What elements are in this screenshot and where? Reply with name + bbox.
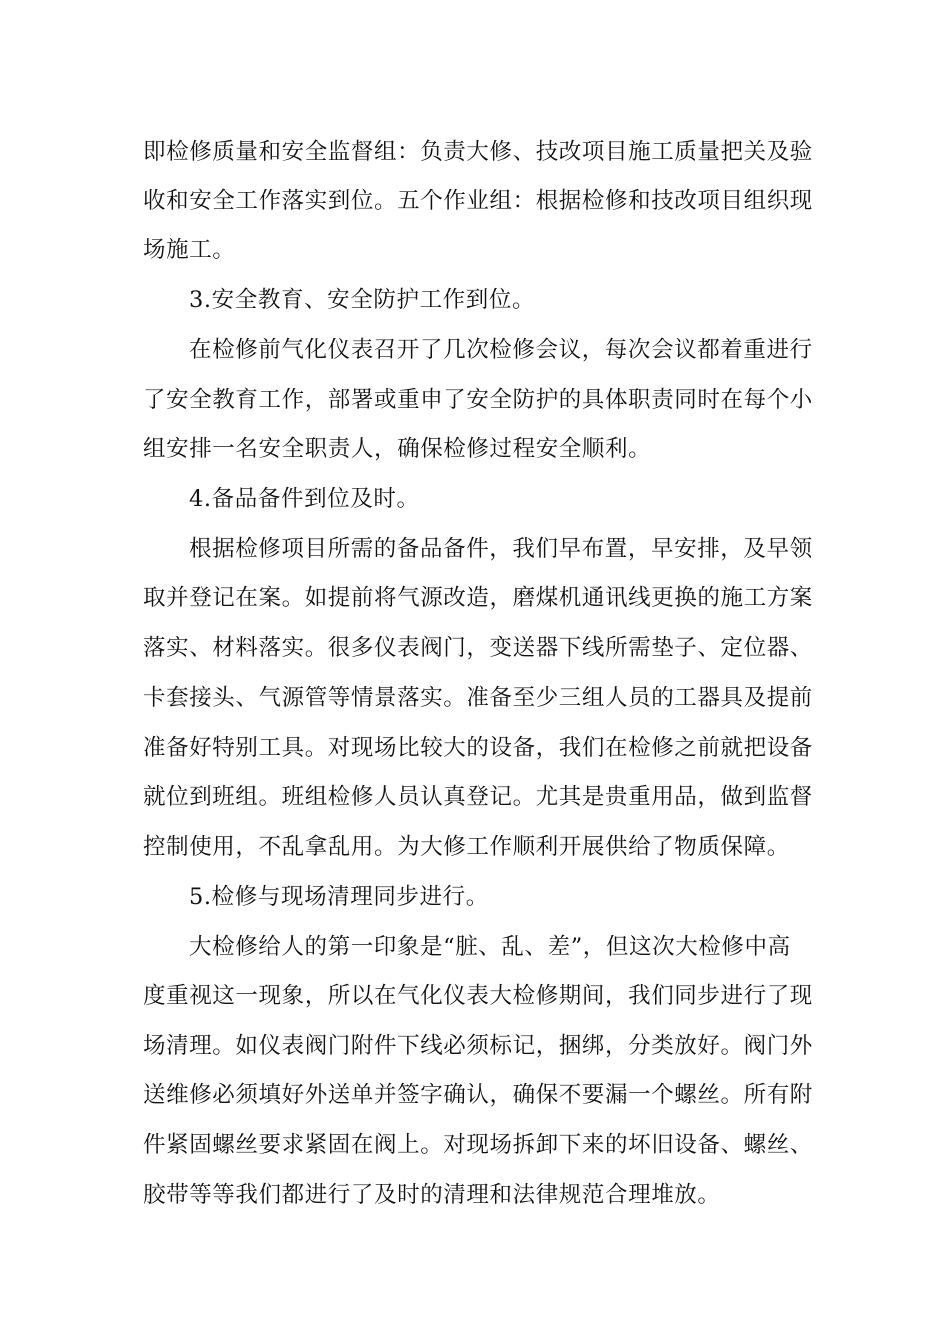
paragraph-line: 大检修给人的第一印象是“脏、乱、差”，但这次大检修中高 bbox=[189, 934, 791, 960]
paragraph-line: 即检修质量和安全监督组：负责大修、技改项目施工质量把关及验 bbox=[143, 139, 813, 165]
paragraph-line: 度重视这一现象，所以在气化仪表大检修期间，我们同步进行了现 bbox=[143, 983, 813, 1009]
paragraph-line: 送维修必须填好外送单并签字确认，确保不要漏一个螺丝。所有附 bbox=[143, 1082, 813, 1108]
paragraph-line: 了安全教育工作，部署或重申了安全防护的具体职责同时在每个小 bbox=[143, 387, 813, 413]
paragraph-line: 场清理。如仪表阀门附件下线必须标记，捆绑，分类放好。阀门外 bbox=[143, 1033, 813, 1059]
paragraph-line: 准备好特别工具。对现场比较大的设备，我们在检修之前就把设备 bbox=[143, 735, 813, 761]
section-heading-5: 5.检修与现场清理同步进行。 bbox=[189, 884, 489, 910]
paragraph-line: 控制使用，不乱拿乱用。为大修工作顺利开展供给了物质保障。 bbox=[143, 834, 790, 860]
paragraph-line: 卡套接头、气源管等情景落实。准备至少三组人员的工器具及提前 bbox=[143, 685, 813, 711]
section-heading-3: 3.安全教育、安全防护工作到位。 bbox=[189, 287, 536, 313]
paragraph-line: 收和安全工作落实到位。五个作业组：根据检修和技改项目组织现 bbox=[143, 188, 813, 214]
paragraph-line: 就位到班组。班组检修人员认真登记。尤其是贵重用品，做到监督 bbox=[143, 784, 813, 810]
paragraph-line: 场施工。 bbox=[143, 237, 236, 263]
paragraph-line: 件紧固螺丝要求紧固在阀上。对现场拆卸下来的坏旧设备、螺丝、 bbox=[143, 1132, 813, 1158]
paragraph-line: 在检修前气化仪表召开了几次检修会议，每次会议都着重进行 bbox=[189, 337, 813, 363]
paragraph-line: 落实、材料落实。很多仪表阀门，变送器下线所需垫子、定位器、 bbox=[143, 635, 813, 661]
paragraph-line: 组安排一名安全职责人，确保检修过程安全顺利。 bbox=[143, 436, 652, 462]
paragraph-line: 根据检修项目所需的备品备件，我们早布置，早安排，及早领 bbox=[189, 536, 813, 562]
section-heading-4: 4.备品备件到位及时。 bbox=[189, 486, 420, 512]
paragraph-line: 胶带等等我们都进行了及时的清理和法律规范合理堆放。 bbox=[143, 1182, 721, 1208]
paragraph-line: 取并登记在案。如提前将气源改造，磨煤机通讯线更换的施工方案 bbox=[143, 585, 813, 611]
